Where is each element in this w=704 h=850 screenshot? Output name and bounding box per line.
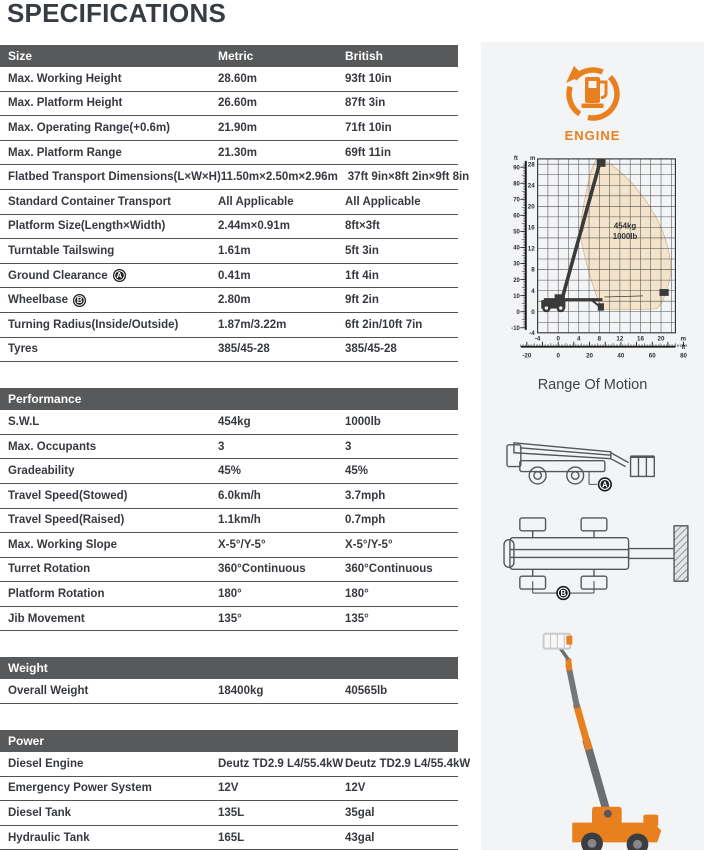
engine-block — [561, 62, 625, 143]
spec-row — [0, 607, 458, 632]
spec-row — [0, 752, 471, 777]
spec-value-british: 0.7mph — [345, 514, 386, 527]
spec-row — [0, 410, 458, 435]
spec-row — [0, 533, 458, 558]
spec-label: Max. Platform Range — [8, 146, 122, 159]
spec-value-metric: 12V — [218, 782, 239, 795]
svg-text:30: 30 — [512, 261, 520, 268]
spec-label: Max. Working Slope — [8, 538, 118, 551]
spec-value-metric: 180° — [218, 588, 242, 601]
spec-value-british: 87ft 3in — [345, 97, 386, 110]
svg-text:50: 50 — [512, 229, 520, 236]
spec-value-metric: 2.80m — [218, 294, 251, 307]
svg-text:10: 10 — [512, 293, 520, 300]
spec-section-power — [0, 730, 471, 850]
spec-value-metric: 45% — [218, 465, 242, 478]
spec-row — [0, 582, 458, 607]
spec-label: Gradeability — [8, 465, 75, 478]
spec-value-british: 45% — [345, 465, 369, 478]
spec-label: Tyres — [8, 343, 38, 356]
spec-value-british: 1ft 4in — [345, 269, 379, 282]
spec-value-british: All Applicable — [345, 195, 421, 208]
spec-value-british: 6ft 2in/10ft 7in — [345, 318, 423, 331]
spec-value-british: 43gal — [345, 831, 375, 844]
svg-text:90: 90 — [512, 165, 520, 172]
platform-right — [659, 289, 668, 296]
spec-value-metric: 6.0km/h — [218, 489, 261, 502]
spec-label: Max. Working Height — [8, 72, 122, 85]
range-of-motion-chart — [493, 151, 693, 361]
spec-value-british: 1000lb — [345, 415, 381, 428]
spec-tables — [0, 45, 471, 850]
spec-row — [0, 215, 458, 240]
spec-value-british: 37ft 9in×8ft 2in×9ft 8in — [347, 171, 470, 184]
spec-label: Travel Speed(Raised) — [8, 514, 125, 527]
svg-text:16: 16 — [527, 224, 535, 232]
spec-row — [0, 116, 458, 141]
svg-text:m: m — [680, 335, 686, 343]
spec-value-metric: 454kg — [218, 415, 251, 428]
spec-label: Max. Operating Range(+0.6m) — [8, 121, 170, 134]
badge-a-icon: A — [113, 269, 126, 282]
chart-caption: Range Of Motion — [537, 376, 648, 393]
page-title: SPECIFICATIONS — [7, 0, 227, 28]
spec-label: Max. Occupants — [8, 440, 97, 453]
spec-label: Overall Weight — [8, 685, 89, 698]
spec-value-british: 71ft 10in — [345, 121, 392, 134]
spec-section-size — [0, 45, 470, 362]
spec-value-metric: 21.30m — [218, 146, 258, 159]
svg-text:12: 12 — [527, 245, 535, 253]
svg-text:70: 70 — [512, 197, 520, 204]
svg-text:60: 60 — [512, 213, 520, 220]
svg-text:0: 0 — [516, 309, 520, 316]
spec-value-british: 35gal — [345, 807, 375, 820]
spec-row — [0, 288, 458, 313]
section-header — [0, 657, 458, 679]
svg-text:4: 4 — [530, 287, 535, 295]
svg-text:ft: ft — [680, 345, 685, 352]
spec-value-metric: 26.60m — [218, 97, 258, 110]
spec-row — [0, 558, 458, 583]
svg-text:1000lb: 1000lb — [612, 231, 637, 241]
spec-value-metric: 11.50m×2.50m×2.96m — [220, 171, 338, 184]
spec-value-metric: 21.90m — [218, 121, 258, 134]
spec-row — [0, 509, 458, 534]
svg-text:40: 40 — [616, 352, 624, 360]
spec-row — [0, 141, 458, 166]
spec-value-metric: 135° — [218, 612, 242, 625]
badge-b-icon: B — [73, 294, 86, 307]
spec-value-british: 180° — [345, 588, 369, 601]
svg-text:8: 8 — [597, 335, 601, 343]
side-view-diagram — [493, 431, 693, 500]
section-header — [0, 45, 458, 67]
spec-value-british: 360°Continuous — [345, 563, 433, 576]
spec-section-performance — [0, 388, 458, 631]
svg-text:28: 28 — [527, 161, 535, 169]
spec-label: Turning Radius(Inside/Outside) — [8, 318, 179, 331]
spec-row — [0, 679, 458, 704]
spec-label: Diesel Engine — [8, 757, 84, 770]
spec-label: Standard Container Transport — [8, 195, 171, 208]
column-header-metric: Metric — [218, 49, 254, 63]
spec-label: Turret Rotation — [8, 563, 91, 576]
spec-row — [0, 92, 458, 117]
spec-label: Travel Speed(Stowed) — [8, 489, 128, 502]
svg-text:A: A — [601, 479, 608, 489]
spec-label: Platform Size(Length×Width) — [8, 220, 166, 233]
spec-row — [0, 484, 458, 509]
spec-value-british: 93ft 10in — [345, 72, 392, 85]
badge-b-icon — [556, 586, 570, 600]
spec-value-british: 8ft×3ft — [345, 220, 380, 233]
svg-text:20: 20 — [657, 335, 664, 343]
spec-row — [0, 826, 458, 850]
spec-row — [0, 313, 458, 338]
spec-label: Turntable Tailswing — [8, 244, 115, 257]
svg-text:m: m — [529, 155, 535, 162]
spec-row — [0, 435, 458, 460]
spec-value-british: 12V — [345, 782, 366, 795]
spec-value-metric: Deutz TD2.9 L4/55.4kW — [218, 757, 344, 770]
section-header — [0, 388, 458, 410]
spec-row — [0, 67, 458, 92]
spec-value-metric: 385/45-28 — [218, 343, 270, 356]
product-illustration — [488, 613, 698, 850]
right-panel — [481, 42, 704, 850]
spec-value-british: 3.7mph — [345, 489, 386, 502]
spec-label: Emergency Power System — [8, 782, 152, 795]
spec-value-british: 3 — [345, 440, 352, 453]
section-header — [0, 730, 458, 752]
spec-section-weight — [0, 657, 458, 704]
svg-text:-4: -4 — [528, 329, 535, 337]
spec-value-metric: 28.60m — [218, 72, 258, 85]
spec-label: Hydraulic Tank — [8, 831, 90, 844]
spec-row — [0, 264, 458, 289]
svg-text:0: 0 — [555, 352, 560, 360]
svg-text:20: 20 — [585, 352, 593, 360]
svg-text:-4: -4 — [534, 335, 540, 343]
spec-label: Platform Rotation — [8, 588, 105, 601]
svg-text:60: 60 — [648, 352, 656, 360]
svg-text:80: 80 — [512, 181, 520, 188]
spec-label: Max. Platform Height — [8, 97, 123, 110]
spec-label: Flatbed Transport Dimensions(L×W×H) — [8, 171, 221, 184]
spec-value-metric: X-5°/Y-5° — [218, 538, 266, 551]
engine-label: ENGINE — [564, 128, 621, 143]
svg-text:0: 0 — [530, 308, 535, 316]
spec-label: Jib Movement — [8, 612, 85, 625]
spec-row — [0, 801, 458, 826]
badge-a-icon — [597, 477, 611, 491]
spec-value-british: X-5°/Y-5° — [345, 538, 393, 551]
svg-text:20: 20 — [512, 277, 520, 284]
svg-text:12: 12 — [615, 335, 623, 343]
spec-label: Diesel Tank — [8, 807, 72, 820]
section-title: Size — [8, 49, 33, 63]
svg-text:8: 8 — [530, 266, 535, 274]
spec-value-metric: All Applicable — [218, 195, 294, 208]
svg-text:454kg: 454kg — [613, 221, 636, 231]
spec-value-metric: 1.61m — [218, 244, 251, 257]
spec-value-british: Deutz TD2.9 L4/55.4kW — [345, 757, 471, 770]
spec-value-metric: 18400kg — [218, 685, 264, 698]
section-title: Power — [8, 734, 45, 749]
spec-value-metric: 1.1km/h — [218, 514, 261, 527]
svg-text:0: 0 — [555, 335, 560, 343]
spec-value-metric: 360°Continuous — [218, 563, 306, 576]
svg-text:20: 20 — [527, 203, 535, 211]
section-title: Weight — [8, 661, 48, 676]
engine-icon — [561, 62, 625, 126]
arrow-head-icon — [566, 66, 583, 83]
spec-value-metric: 1.87m/3.22m — [218, 318, 287, 331]
spec-value-metric: 3 — [218, 440, 225, 453]
top-view-diagram — [493, 510, 693, 601]
spec-value-metric: 0.41m — [218, 269, 251, 282]
svg-text:16: 16 — [636, 335, 644, 343]
spec-value-british: 5ft 3in — [345, 244, 379, 257]
svg-text:ft: ft — [513, 155, 518, 162]
svg-text:-10: -10 — [510, 325, 520, 332]
spec-label: S.W.L — [8, 415, 40, 428]
column-header-british: British — [345, 49, 384, 63]
spec-value-british: 135° — [345, 612, 369, 625]
spec-row — [0, 190, 458, 215]
svg-text:B: B — [559, 588, 566, 598]
spec-label: Ground Clearance A — [8, 269, 218, 282]
spec-value-metric: 135L — [218, 807, 245, 820]
spec-label: Wheelbase B — [8, 294, 218, 307]
section-title: Performance — [8, 392, 82, 407]
spec-row — [0, 165, 470, 190]
spec-row — [0, 239, 458, 264]
svg-text:4: 4 — [576, 335, 580, 343]
spec-row — [0, 777, 458, 802]
platform-top — [596, 159, 605, 167]
svg-text:40: 40 — [512, 245, 520, 252]
spec-value-metric: 165L — [218, 831, 245, 844]
spec-value-metric: 2.44m×0.91m — [218, 220, 290, 233]
spec-row — [0, 338, 458, 363]
spec-row — [0, 459, 458, 484]
svg-text:80: 80 — [679, 352, 687, 360]
spec-value-british: 69ft 11in — [345, 146, 392, 159]
spec-value-british: 9ft 2in — [345, 294, 379, 307]
svg-text:24: 24 — [527, 182, 535, 190]
spec-value-british: 40565lb — [345, 685, 388, 698]
spec-value-british: 385/45-28 — [345, 343, 397, 356]
svg-text:-20: -20 — [521, 352, 531, 360]
